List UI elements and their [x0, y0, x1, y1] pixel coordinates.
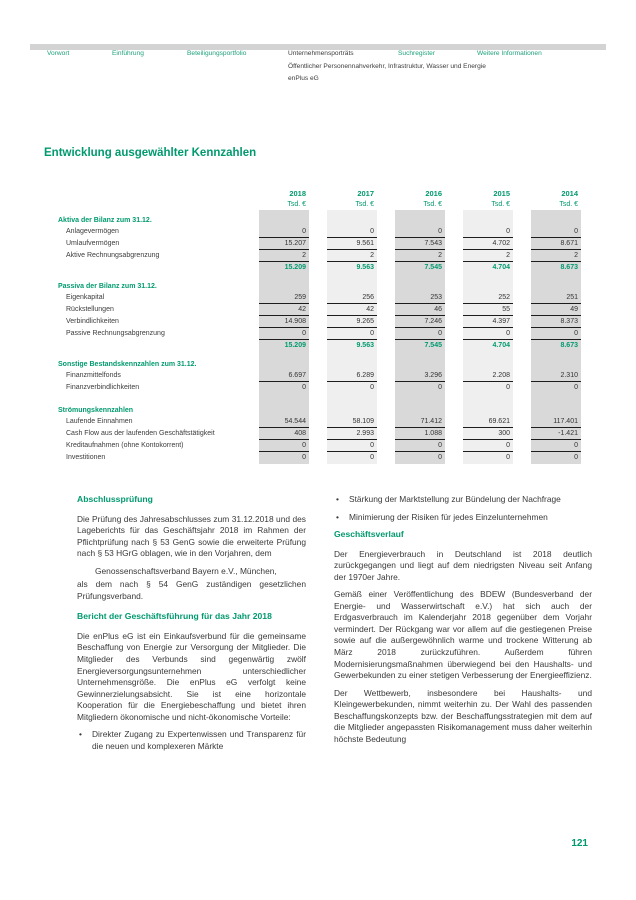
table-row-label: Laufende Einnahmen	[66, 418, 133, 425]
table-value-cell: 7.543	[395, 238, 445, 250]
table-header-row	[44, 188, 581, 210]
table-cell	[463, 394, 513, 404]
bullet-item	[334, 494, 592, 506]
table-row	[44, 238, 581, 250]
table-value-cell: 6.697	[259, 370, 309, 382]
table-value-cell: 15.209	[259, 340, 309, 352]
paragraph: Der Wettbewerb, insbesondere bei Haushalts- und Kleingewerbekunden, nimmt weiterhin zu. Der Wahl des passenden Beschaffungskonzepts bzw. der Beschaffungsstrategien mit dem auf die Mitglieder angepassten Risikomanagement muss daher weiterhin höchste Bedeutung	[334, 687, 592, 744]
table-value-cell: 14.908	[259, 316, 309, 328]
paragraph: als dem nach § 54 GenG zuständigen gesetzlichen Prüfungsverband.	[77, 579, 306, 601]
table-value-cell: 8.673	[531, 262, 581, 274]
bullet-item	[334, 512, 592, 524]
table-value-cell: 0	[327, 328, 377, 340]
table-row-label: Anlagevermögen	[66, 228, 119, 235]
paragraph: Gemäß einer Veröffentlichung des BDEW (Bundesverband der Energie- und Wasserwirtschaft e.V.) hat sich auch der Erdgasverbrauch im Kalenderjahr 2018 gegenüber dem Vorjahr vermindert. Der Rückgang war vor allem auf die gestiegenen Preise sowie auf die außergewöhnlich warme und trockene Witterung ab März 2018 zurückzuführen. Außerdem führen Modernisierungsmaßnahmen überwiegend bei den Haushalts- und Gewerbekunden zu einer stetigen Verbesserung der Energieeffizienz.	[334, 589, 592, 681]
table-value-cell: 1.088	[395, 428, 445, 440]
table-section-heading: Passiva der Bilanz zum 31.12.	[58, 283, 157, 290]
table-value-cell: 8.671	[531, 238, 581, 250]
table-value-cell: 0	[259, 226, 309, 238]
table-value-cell: 259	[259, 292, 309, 304]
table-row	[44, 440, 581, 452]
table-value-cell: 0	[463, 382, 513, 394]
table-value-cell: 0	[327, 440, 377, 452]
table-value-cell: 300	[463, 428, 513, 440]
table-row	[44, 304, 581, 316]
table-value-cell: 9.563	[327, 262, 377, 274]
table-value-cell: 4.704	[463, 340, 513, 352]
nav-item-3[interactable]: Unternehmensporträts	[288, 50, 354, 57]
table-cell	[395, 394, 445, 404]
table-value-cell: 2	[395, 250, 445, 262]
column-year: 2017	[357, 189, 374, 198]
table-cell	[327, 358, 377, 370]
table-row	[44, 370, 581, 382]
table-row	[44, 340, 581, 352]
table-value-cell: 0	[395, 226, 445, 238]
column-year: 2018	[289, 189, 306, 198]
table-value-cell: 0	[327, 382, 377, 394]
table-value-cell: 71.412	[395, 416, 445, 428]
table-value-cell: 8.673	[531, 340, 581, 352]
table-row-label: Finanzmittelfonds	[66, 372, 121, 379]
table-value-cell: 0	[395, 440, 445, 452]
table-section-heading: Strömungskennzahlen	[58, 407, 134, 414]
paragraph: Die Prüfung des Jahresabschlusses zum 31.12.2018 und des Lageberichts für das Geschäftsjahr 2018 im Rahmen der Pflichtprüfung nach § 53 GenG sowie die erweiterte Prüfung nach § 53 HGrG oblagen, wie in den Vorjahren, dem	[77, 513, 306, 559]
table-value-cell: 256	[327, 292, 377, 304]
table-value-cell: 3.296	[395, 370, 445, 382]
table-value-cell: 0	[463, 440, 513, 452]
table-value-cell: 0	[531, 328, 581, 340]
table-value-cell: 42	[327, 304, 377, 316]
table-value-cell: 0	[531, 226, 581, 238]
table-row	[44, 328, 581, 340]
table-row	[44, 226, 581, 238]
paragraph-indented: Genossenschaftsverband Bayern e.V., München,	[95, 565, 277, 576]
table-cell	[395, 404, 445, 416]
table-row-label: Aktive Rechnungsabgrenzung	[66, 252, 160, 259]
table-row-label: Umlaufvermögen	[66, 240, 120, 247]
table-row-label: Kreditaufnahmen (ohne Kontokorrent)	[66, 442, 184, 449]
table-value-cell: 4.704	[463, 262, 513, 274]
table-cell	[395, 214, 445, 226]
table-value-cell: 0	[395, 328, 445, 340]
paragraph: Der Energieverbrauch in Deutschland ist 2018 deutlich zurückgegangen und liegt auf dem niedrigsten Niveau seit Anfang der 1970er Jahre.	[334, 548, 592, 582]
column-year: 2015	[493, 189, 510, 198]
table-value-cell: 7.545	[395, 340, 445, 352]
table-cell	[259, 280, 309, 292]
table-value-cell: 117.401	[531, 416, 581, 428]
table-value-cell: 0	[395, 452, 445, 464]
table-value-cell: 7.246	[395, 316, 445, 328]
bullet-text: Direkter Zugang zu Expertenwissen und Transparenz für die neuen und komplexeren Märkte	[92, 729, 306, 751]
table-row	[44, 452, 581, 464]
table-value-cell: 58.109	[327, 416, 377, 428]
table-cell	[327, 280, 377, 292]
column-unit: Tsd. €	[287, 201, 306, 208]
bullet-icon: •	[336, 494, 339, 504]
table-cell	[531, 214, 581, 226]
table-cell	[259, 404, 309, 416]
column-year: 2016	[425, 189, 442, 198]
table-spacer-row	[44, 394, 581, 404]
table-value-cell: 2.208	[463, 370, 513, 382]
table-value-cell: 0	[395, 382, 445, 394]
table-row-label: Investitionen	[66, 454, 106, 461]
table-column-header	[531, 188, 581, 210]
table-value-cell: 2	[531, 250, 581, 262]
table-value-cell: 8.373	[531, 316, 581, 328]
table-value-cell: 2	[463, 250, 513, 262]
table-value-cell: 42	[259, 304, 309, 316]
table-row	[44, 316, 581, 328]
section-heading-abschlusspruefung: Abschlussprüfung	[77, 494, 153, 504]
table-cell	[531, 280, 581, 292]
table-section-row	[44, 358, 581, 370]
category-line: Öffentlicher Personennahverkehr, Infrastruktur, Wasser und Energie	[288, 63, 486, 70]
table-row-label: Finanzverbindlichkeiten	[66, 384, 140, 391]
table-cell	[327, 404, 377, 416]
column-unit: Tsd. €	[559, 201, 578, 208]
table-value-cell: 253	[395, 292, 445, 304]
table-value-cell: 0	[463, 226, 513, 238]
table-cell	[463, 214, 513, 226]
table-cell	[327, 394, 377, 404]
table-row	[44, 382, 581, 394]
page-title: Entwicklung ausgewählter Kennzahlen	[44, 147, 257, 159]
nav-item-2[interactable]: Beteiligungsportfolio	[187, 50, 247, 57]
table-value-cell: 251	[531, 292, 581, 304]
table-label-spacer	[44, 394, 259, 404]
right-column	[334, 494, 592, 751]
nav-bar	[0, 50, 636, 61]
table-value-cell: 2.310	[531, 370, 581, 382]
table-section-heading: Aktiva der Bilanz zum 31.12.	[58, 217, 152, 224]
section-heading-bericht: Bericht der Geschäftsführung für das Jahr 2018	[77, 611, 272, 622]
table-value-cell: 252	[463, 292, 513, 304]
table-value-cell: -1.421	[531, 428, 581, 440]
table-cell	[463, 280, 513, 292]
table-section-row	[44, 404, 581, 416]
nav-item-4[interactable]: Suchregister	[398, 50, 436, 57]
table-value-cell: 0	[463, 328, 513, 340]
paragraph: Die enPlus eG ist ein Einkaufsverbund für die gemeinsame Beschaffung von Energie zur Versorgung der Mitglieder. Die Mitglieder des Verbunds sind gegenwärtig zwölf Energieversorgungsunternehmen unterschiedlicher Unternehmensgröße. Die enPlus eG verfolgt keine Gewinnerzielungsabsicht. Sie ist eine horizontale Kooperation für die Energiebeschaffung und bietet ihren Mitgliedern ökonomische und nicht-ökonomische Vorteile:	[77, 630, 306, 722]
table-value-cell: 9.265	[327, 316, 377, 328]
table-value-cell: 46	[395, 304, 445, 316]
column-unit: Tsd. €	[423, 201, 442, 208]
table-row-label	[44, 340, 259, 352]
chapter-subtitle	[288, 61, 486, 84]
bullet-item	[77, 729, 306, 752]
table-value-cell: 6.289	[327, 370, 377, 382]
table-value-cell: 2	[327, 250, 377, 262]
table-column-header	[463, 188, 513, 210]
table-section-row	[44, 214, 581, 226]
table-cell	[259, 394, 309, 404]
table-value-cell: 69.621	[463, 416, 513, 428]
table-value-cell: 0	[531, 440, 581, 452]
table-cell	[531, 404, 581, 416]
table-value-cell: 0	[259, 382, 309, 394]
table-cell	[395, 358, 445, 370]
column-year: 2014	[561, 189, 578, 198]
section-heading-geschaeftsverlauf: Geschäftsverlauf	[334, 529, 404, 540]
table-row	[44, 250, 581, 262]
table-cell	[259, 358, 309, 370]
column-unit: Tsd. €	[355, 201, 374, 208]
table-cell	[463, 404, 513, 416]
table-value-cell: 15.209	[259, 262, 309, 274]
bullet-text: Minimierung der Risiken für jedes Einzelunternehmen	[349, 511, 548, 522]
nav-item-1[interactable]: Einführung	[112, 50, 144, 57]
table-value-cell: 0	[259, 440, 309, 452]
table-column-header	[259, 188, 309, 210]
kennzahlen-table	[44, 188, 581, 464]
table-cell	[531, 358, 581, 370]
table-value-cell: 0	[259, 452, 309, 464]
table-value-cell: 0	[463, 452, 513, 464]
table-row	[44, 262, 581, 274]
bullet-icon: •	[336, 511, 339, 522]
table-value-cell: 49	[531, 304, 581, 316]
table-value-cell: 9.563	[327, 340, 377, 352]
nav-item-0[interactable]: Vorwort	[47, 50, 70, 57]
table-cell	[327, 214, 377, 226]
nav-item-5[interactable]: Weitere Informationen	[477, 50, 542, 57]
table-value-cell: 0	[327, 452, 377, 464]
table-value-cell: 4.397	[463, 316, 513, 328]
table-row-label: Rückstellungen	[66, 306, 114, 313]
table-column-header	[395, 188, 445, 210]
page-number: 121	[571, 838, 588, 849]
table-value-cell: 0	[259, 328, 309, 340]
table-column-header	[327, 188, 377, 210]
table-row	[44, 428, 581, 440]
table-cell	[463, 358, 513, 370]
table-cell	[395, 280, 445, 292]
table-row-label: Cash Flow aus der laufenden Geschäftstätigkeit	[66, 430, 215, 437]
table-section-heading: Sonstige Bestandskennzahlen zum 31.12.	[58, 361, 197, 368]
company-name: enPlus eG	[288, 74, 319, 82]
bullet-text: Stärkung der Marktstellung zur Bündelung der Nachfrage	[349, 494, 561, 504]
table-row	[44, 292, 581, 304]
table-value-cell: 0	[327, 226, 377, 238]
table-value-cell: 15.207	[259, 238, 309, 250]
table-value-cell: 7.545	[395, 262, 445, 274]
table-value-cell: 55	[463, 304, 513, 316]
table-value-cell: 2.993	[327, 428, 377, 440]
table-row-label	[44, 262, 259, 274]
table-row-label: Eigenkapital	[66, 294, 105, 301]
table-cell	[259, 214, 309, 226]
table-value-cell: 408	[259, 428, 309, 440]
table-value-cell: 0	[531, 452, 581, 464]
table-row	[44, 416, 581, 428]
table-label-spacer	[44, 188, 259, 210]
table-row-label: Verbindlichkeiten	[66, 318, 119, 325]
table-value-cell: 0	[531, 382, 581, 394]
left-column	[77, 494, 306, 758]
table-row-label: Passive Rechnungsabgrenzung	[66, 330, 165, 337]
table-value-cell: 2	[259, 250, 309, 262]
bullet-icon: •	[79, 729, 82, 740]
column-unit: Tsd. €	[491, 201, 510, 208]
table-cell	[531, 394, 581, 404]
table-section-row	[44, 280, 581, 292]
table-value-cell: 54.544	[259, 416, 309, 428]
table-value-cell: 4.702	[463, 238, 513, 250]
table-value-cell: 9.561	[327, 238, 377, 250]
